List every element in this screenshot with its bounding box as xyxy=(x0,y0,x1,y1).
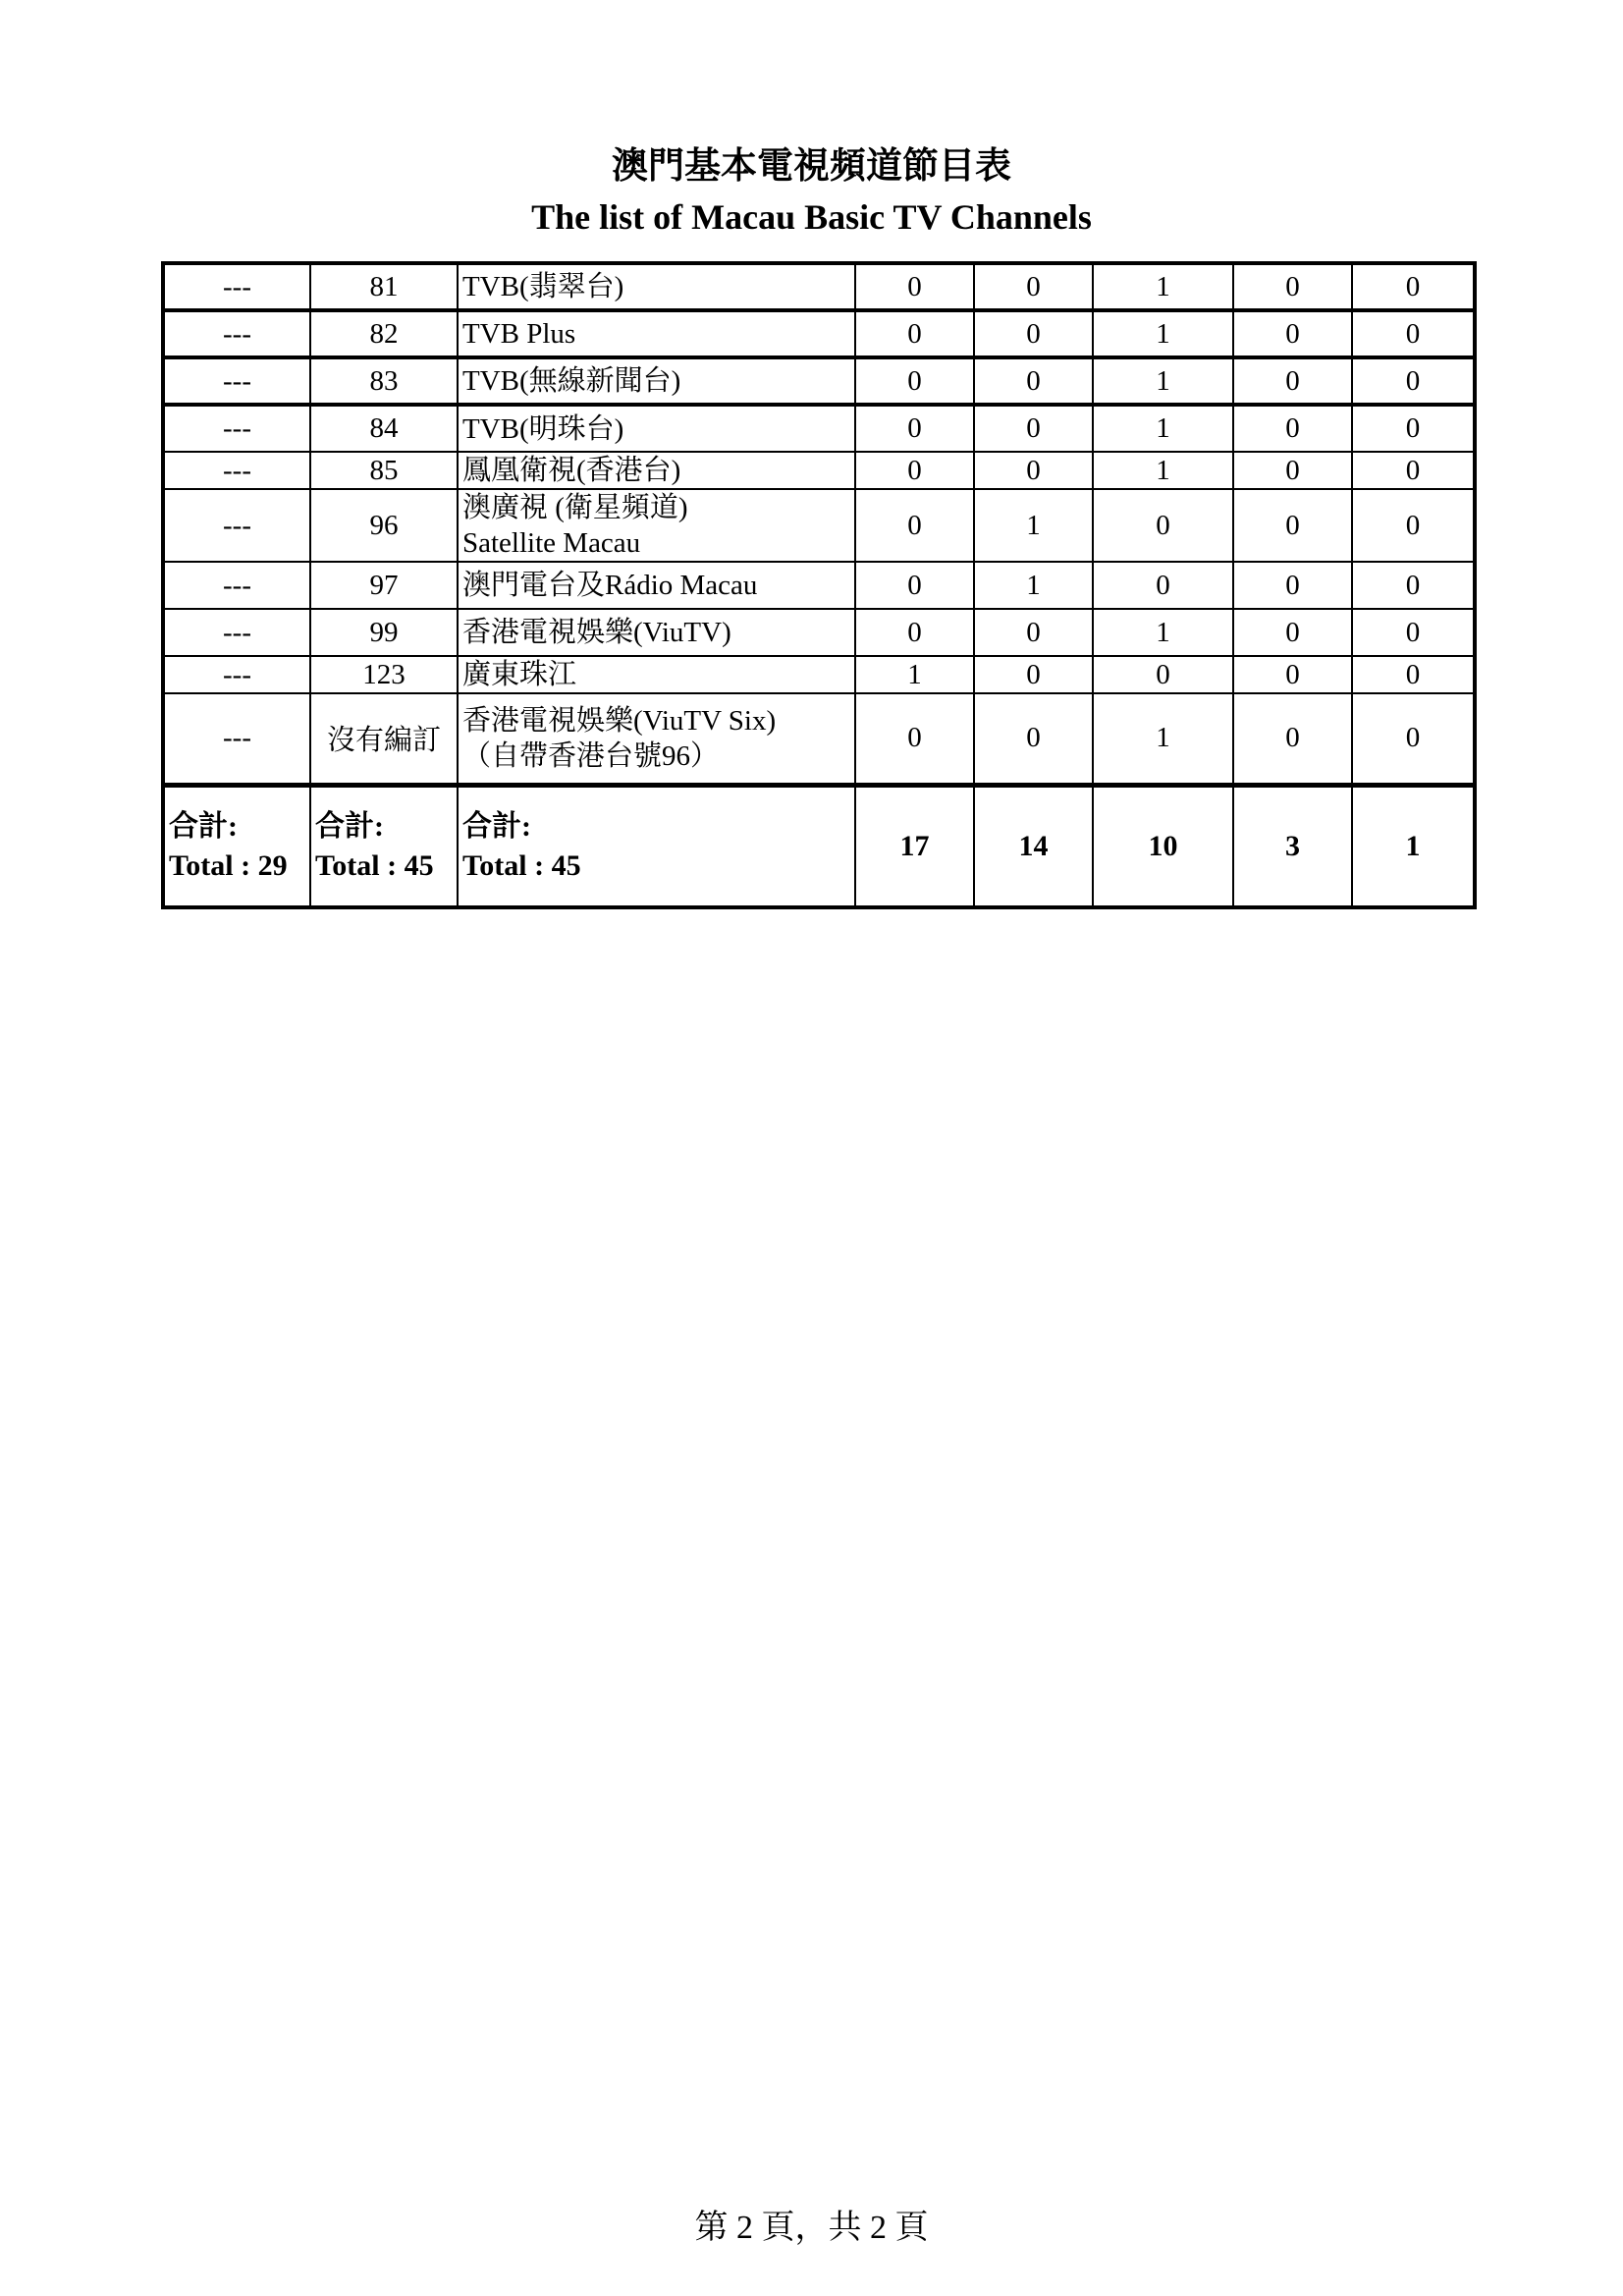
value-cell-3: 1 xyxy=(1093,263,1233,310)
value-cell-2: 1 xyxy=(974,489,1093,562)
totals-value: Total : 45 xyxy=(462,848,581,882)
channel-name-cell xyxy=(458,452,855,489)
table-row xyxy=(163,609,1475,656)
channel-number-cell: 123 xyxy=(310,656,458,693)
channel-name-line: 鳳凰衛視(香港台) xyxy=(462,455,681,486)
value-cell-5: 0 xyxy=(1352,562,1475,609)
channel-name-cell xyxy=(458,656,855,693)
table-row xyxy=(163,357,1475,405)
value-cell-5: 0 xyxy=(1352,693,1475,785)
channel-name-line: TVB(明珠台) xyxy=(462,412,624,445)
totals-value: Total : 29 xyxy=(169,848,288,882)
row-code-cell: --- xyxy=(163,310,310,357)
totals-label: 合計: xyxy=(169,809,238,843)
value-cell-4: 0 xyxy=(1233,452,1352,489)
channel-name-line: 香港電視娛樂(ViuTV) xyxy=(462,617,731,648)
channel-number-cell: 99 xyxy=(310,609,458,656)
row-code-cell: --- xyxy=(163,609,310,656)
value-cell-5: 0 xyxy=(1352,405,1475,452)
channel-number-cell: 81 xyxy=(310,263,458,310)
value-cell-3: 1 xyxy=(1093,357,1233,405)
channel-name-line: TVB Plus xyxy=(462,318,576,350)
value-cell-3: 1 xyxy=(1093,310,1233,357)
row-code-cell: --- xyxy=(163,489,310,562)
value-cell-5: 0 xyxy=(1352,656,1475,693)
value-cell-4: 0 xyxy=(1233,357,1352,405)
value-cell-5: 0 xyxy=(1352,452,1475,489)
channel-number-cell: 85 xyxy=(310,452,458,489)
value-cell-3: 0 xyxy=(1093,489,1233,562)
totals-cell-col2 xyxy=(310,785,458,907)
table-row xyxy=(163,263,1475,310)
channel-name-line: （自帶香港台號96） xyxy=(462,739,720,772)
value-cell-5: 0 xyxy=(1352,310,1475,357)
value-cell-4: 0 xyxy=(1233,562,1352,609)
value-cell-2: 0 xyxy=(974,609,1093,656)
channel-name-cell xyxy=(458,609,855,656)
row-code-cell: --- xyxy=(163,263,310,310)
totals-value-4: 3 xyxy=(1233,785,1352,907)
value-cell-4: 0 xyxy=(1233,656,1352,693)
totals-cell-col1 xyxy=(163,785,310,907)
value-cell-2: 0 xyxy=(974,693,1093,785)
page-number: 第 2 頁，共 2 頁 xyxy=(694,2210,929,2246)
table-row xyxy=(163,310,1475,357)
channel-name-cell xyxy=(458,693,855,785)
value-cell-3: 1 xyxy=(1093,693,1233,785)
channel-name-cell xyxy=(458,489,855,562)
value-cell-1: 0 xyxy=(855,609,974,656)
channel-name-line: TVB(翡翠台) xyxy=(462,271,624,302)
row-code-cell: --- xyxy=(163,562,310,609)
channel-name-line: 廣東珠江 xyxy=(462,659,577,690)
row-code-cell: --- xyxy=(163,405,310,452)
value-cell-2: 0 xyxy=(974,405,1093,452)
value-cell-1: 0 xyxy=(855,452,974,489)
channel-name-line: Satellite Macau xyxy=(462,527,641,559)
totals-value-3: 10 xyxy=(1093,785,1233,907)
table-row xyxy=(163,693,1475,785)
row-code-cell: --- xyxy=(163,656,310,693)
channel-name-cell xyxy=(458,357,855,405)
table-row xyxy=(163,405,1475,452)
totals-value-2: 14 xyxy=(974,785,1093,907)
value-cell-2: 0 xyxy=(974,310,1093,357)
channel-name-cell xyxy=(458,562,855,609)
channel-name-line: TVB(無線新聞台) xyxy=(462,365,681,397)
document-title-chinese: 澳門基本電視頻道節目表 xyxy=(612,146,1011,187)
document-title-english: The list of Macau Basic TV Channels xyxy=(531,197,1092,237)
value-cell-2: 0 xyxy=(974,357,1093,405)
value-cell-5: 0 xyxy=(1352,357,1475,405)
value-cell-2: 0 xyxy=(974,656,1093,693)
value-cell-3: 1 xyxy=(1093,609,1233,656)
value-cell-1: 0 xyxy=(855,405,974,452)
value-cell-5: 0 xyxy=(1352,489,1475,562)
totals-label: 合計: xyxy=(315,809,384,843)
value-cell-1: 0 xyxy=(855,263,974,310)
value-cell-3: 1 xyxy=(1093,405,1233,452)
value-cell-4: 0 xyxy=(1233,310,1352,357)
channel-number-cell: 沒有編訂 xyxy=(310,693,458,785)
channel-name-line: 澳門電台及Rádio Macau xyxy=(462,570,758,601)
channel-number-cell: 97 xyxy=(310,562,458,609)
row-code-cell: --- xyxy=(163,452,310,489)
table-row xyxy=(163,452,1475,489)
totals-label: 合計: xyxy=(462,809,531,843)
table-row xyxy=(163,562,1475,609)
value-cell-4: 0 xyxy=(1233,693,1352,785)
value-cell-3: 1 xyxy=(1093,452,1233,489)
value-cell-1: 0 xyxy=(855,310,974,357)
value-cell-4: 0 xyxy=(1233,609,1352,656)
channel-table xyxy=(161,261,1477,909)
value-cell-4: 0 xyxy=(1233,263,1352,310)
value-cell-4: 0 xyxy=(1233,489,1352,562)
channel-number-cell: 83 xyxy=(310,357,458,405)
value-cell-2: 1 xyxy=(974,562,1093,609)
channel-name-line: 澳廣視 (衛星頻道) xyxy=(462,492,688,523)
value-cell-2: 0 xyxy=(974,263,1093,310)
channel-rows xyxy=(163,263,1475,785)
row-code-cell: --- xyxy=(163,693,310,785)
channel-name-cell xyxy=(458,310,855,357)
totals-value: Total : 45 xyxy=(315,848,434,882)
channel-name-line: 香港電視娛樂(ViuTV Six) xyxy=(462,704,777,737)
value-cell-2: 0 xyxy=(974,452,1093,489)
value-cell-1: 0 xyxy=(855,357,974,405)
row-code-cell: --- xyxy=(163,357,310,405)
channel-number-cell: 96 xyxy=(310,489,458,562)
value-cell-5: 0 xyxy=(1352,609,1475,656)
value-cell-1: 0 xyxy=(855,693,974,785)
table-row xyxy=(163,489,1475,562)
value-cell-3: 0 xyxy=(1093,656,1233,693)
value-cell-1: 0 xyxy=(855,562,974,609)
totals-value-5: 1 xyxy=(1352,785,1475,907)
value-cell-5: 0 xyxy=(1352,263,1475,310)
channel-number-cell: 82 xyxy=(310,310,458,357)
totals-value-1: 17 xyxy=(855,785,974,907)
value-cell-3: 0 xyxy=(1093,562,1233,609)
table-row xyxy=(163,656,1475,693)
value-cell-1: 0 xyxy=(855,489,974,562)
totals-row xyxy=(163,785,1475,907)
channel-number-cell: 84 xyxy=(310,405,458,452)
value-cell-1: 1 xyxy=(855,656,974,693)
channel-name-cell xyxy=(458,405,855,452)
value-cell-4: 0 xyxy=(1233,405,1352,452)
totals-cell-col3 xyxy=(458,785,855,907)
channel-name-cell xyxy=(458,263,855,310)
